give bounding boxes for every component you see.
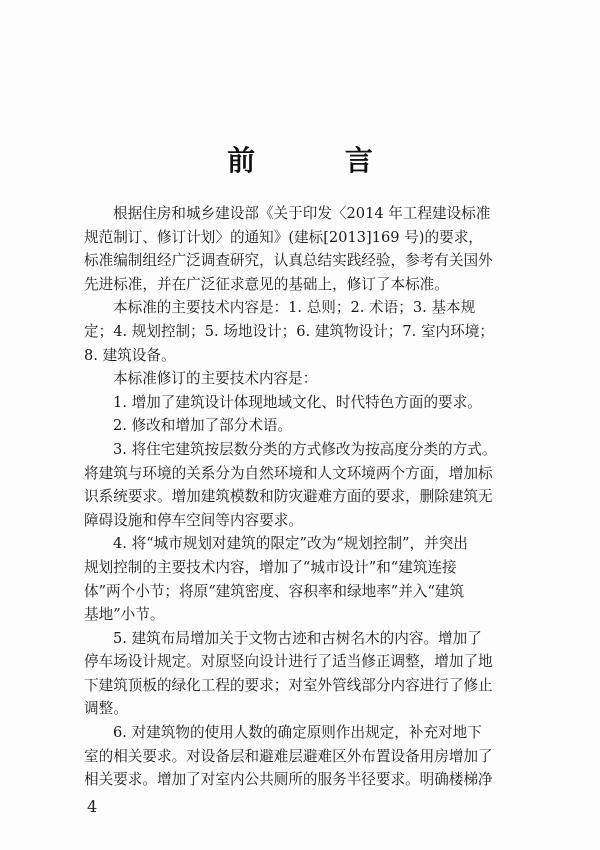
text-line: 定；4. 规划控制；5. 场地设计；6. 建筑物设计；7. 室内环境； — [84, 322, 494, 340]
text-line: 基地”小节。 — [84, 606, 165, 624]
text-line: 根据住房和城乡建设部《关于印发〈2014 年工程建设标准 — [113, 205, 491, 222]
text-line: 将建筑与环境的关系分为自然环境和人文环境两个方面，增加标 — [84, 464, 493, 482]
text-line: 8. 建筑设备。 — [84, 346, 176, 364]
page-title: 前 言 — [227, 144, 413, 177]
preface-body — [84, 202, 544, 792]
text-line: 体”两个小节；将原“建筑密度、容积率和绿地率”并入“建筑 — [84, 582, 465, 600]
text-line: 3. 将住宅建筑按层数分类的方式修改为按高度分类的方式。 — [113, 440, 497, 458]
text-line: 障碍设施和停车空间等内容要求。 — [84, 511, 303, 529]
text-line: 相关要求。增加了对室内公共厕所的服务半径要求。明确楼梯净 — [84, 771, 493, 789]
text-line: 6. 对建筑物的使用人数的确定原则作出规定，补充对地下 — [113, 724, 482, 742]
text-line: 本标准修订的主要技术内容是： — [113, 370, 318, 388]
text-line: 2. 修改和增加了部分术语。 — [113, 417, 293, 435]
text-line: 规划控制的主要技术内容，增加了“城市设计”和“建筑连接 — [84, 558, 457, 576]
text-line: 先进标准，并在广泛征求意见的基础上，修订了本标准。 — [84, 275, 449, 293]
page-number: 4 — [87, 797, 98, 816]
text-line: 调整。 — [84, 700, 128, 718]
text-line: 下建筑顶板的绿化工程的要求；对室外管线部分内容进行了修止 — [84, 676, 493, 694]
text-line: 标准编制组经广泛调查研究，认真总结实践经验，参考有关国外 — [84, 252, 493, 270]
text-line: 识系统要求。增加建筑模数和防灾避难方面的要求，删除建筑无 — [84, 488, 493, 506]
text-line: 1. 增加了建筑设计体现地域文化、时代特色方面的要求。 — [113, 393, 482, 411]
text-line: 室的相关要求。对设备层和避难层避难区外布置设备用房增加了 — [84, 747, 493, 765]
text-line: 4. 将“城市规划对建筑的限定”改为“规划控制”，并突出 — [113, 535, 468, 553]
text-line: 5. 建筑布局增加关于文物古迹和古树名木的内容。增加了 — [113, 629, 482, 647]
text-line: 本标准的主要技术内容是：1. 总则；2. 术语；3. 基本规 — [113, 299, 476, 317]
text-line: 规范制订、修订计划〉的通知》(建标[2013]169 号)的要求， — [84, 228, 483, 246]
text-line: 停车场设计规定。对原竖向设计进行了适当修正调整，增加了地 — [84, 653, 493, 671]
